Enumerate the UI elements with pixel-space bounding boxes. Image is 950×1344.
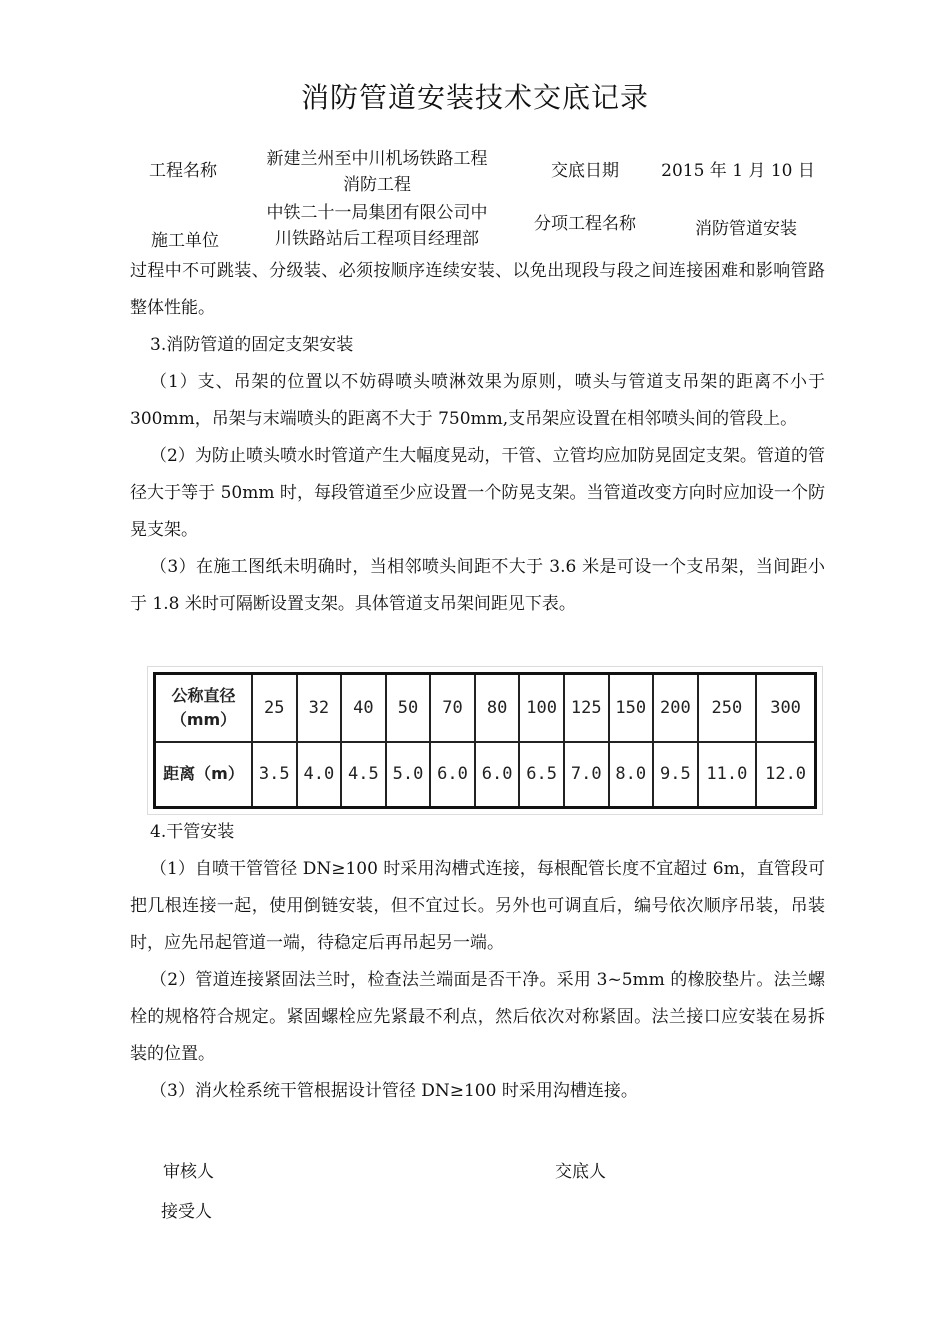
table-cell: 4.5 <box>341 742 386 808</box>
unit-value-line1: 中铁二十一局集团有限公司中 <box>266 203 488 223</box>
table-cell: 125 <box>564 674 609 742</box>
table-cell: 5.0 <box>386 742 431 808</box>
body-section-upper <box>130 253 825 623</box>
project-name-value-line2: 消防工程 <box>343 175 411 195</box>
diameter-label-line2: （mm） <box>170 709 237 729</box>
unit-label: 施工单位 <box>151 231 219 251</box>
table-cell: 300 <box>756 674 815 742</box>
paragraph-3-2: （2）为防止喷头喷水时管道产生大幅度晃动，干管、立管均应加防晃固定支架。管道的管径大于等于 50mm 时，每段管道至少应设置一个防晃支架。当管道改变方向时应加设一个防晃支架。 <box>130 446 825 540</box>
unit-value-line2: 川铁路站后工程项目经理部 <box>275 229 479 249</box>
subitem-value: 消防管道安装 <box>695 219 797 239</box>
diameter-label-line1: 公称直径 <box>171 685 236 705</box>
table-cell: 12.0 <box>756 742 815 808</box>
date-label: 交底日期 <box>551 161 619 181</box>
project-name-label: 工程名称 <box>149 161 217 181</box>
date-value: 2015 年 1 月 10 日 <box>661 161 815 181</box>
table-cell: 11.0 <box>698 742 757 808</box>
table-cell: 7.0 <box>564 742 609 808</box>
table-cell: 6.5 <box>519 742 564 808</box>
table-cell: 50 <box>386 674 431 742</box>
receiver-label: 接受人 <box>161 1202 212 1222</box>
paragraph-continuation: 过程中不可跳装、分级装、必须按顺序连续安装、以免出现段与段之间连接困难和影响管路整体性能。 <box>130 261 825 318</box>
paragraph-4-3: （3）消火栓系统干管根据设计管径 DN≥100 时采用沟槽连接。 <box>150 1081 638 1101</box>
table-cell: 150 <box>609 674 654 742</box>
table-cell: 80 <box>475 674 520 742</box>
heading-section-3: 3.消防管道的固定支架安装 <box>150 335 354 355</box>
subitem-label: 分项工程名称 <box>534 214 636 234</box>
table-cell: 3.5 <box>252 742 297 808</box>
table-row-diameter <box>155 674 816 742</box>
unit-value <box>246 200 508 252</box>
project-name-value-line1: 新建兰州至中川机场铁路工程 <box>266 149 488 169</box>
table-cell: 250 <box>698 674 757 742</box>
table-cell: 6.0 <box>430 742 475 808</box>
table-cell: 200 <box>653 674 698 742</box>
table-cell: 32 <box>297 674 342 742</box>
paragraph-3-3: （3）在施工图纸未明确时，当相邻喷头间距不大于 3.6 米是可设一个支吊架，当间距小于 1.8 米时可隔断设置支架。具体管道支吊架间距见下表。 <box>130 557 825 614</box>
spacing-table <box>153 672 817 809</box>
table-cell: 6.0 <box>475 742 520 808</box>
spacing-table-figure <box>147 666 823 815</box>
table-cell: 8.0 <box>609 742 654 808</box>
document-title: 消防管道安装技术交底记录 <box>300 81 649 114</box>
table-cell: 4.0 <box>297 742 342 808</box>
body-section-lower <box>130 814 825 1110</box>
diameter-header-cell <box>155 674 253 742</box>
paragraph-3-1: （1）支、吊架的位置以不妨碍喷头喷淋效果为原则，喷头与管道支吊架的距离不小于 300mm，吊架与末端喷头的距离不大于 750mm,支吊架应设置在相邻喷头间的管段上。 <box>130 372 825 429</box>
distance-header-cell: 距离（m） <box>155 742 253 808</box>
table-cell: 25 <box>252 674 297 742</box>
table-cell: 70 <box>430 674 475 742</box>
project-name-value <box>246 146 508 198</box>
heading-section-4: 4.干管安装 <box>150 822 235 842</box>
paragraph-4-2: （2）管道连接紧固法兰时，检查法兰端面是否干净。采用 3~5mm 的橡胶垫片。法兰螺栓的规格符合规定。紧固螺栓应先紧最不利点，然后依次对称紧固。法兰接口应安装在易拆装的位置。 <box>130 970 825 1064</box>
table-row-distance <box>155 742 816 808</box>
paragraph-4-1: （1）自喷干管管径 DN≥100 时采用沟槽式连接，每根配管长度不宜超过 6m，直管段可把几根连接一起，使用倒链安装，但不宜过长。另外也可调直后，编号依次顺序吊装，吊装时，应先吊起管道一端，待稳定后再吊起另一端。 <box>130 859 825 953</box>
table-cell: 9.5 <box>653 742 698 808</box>
table-cell: 40 <box>341 674 386 742</box>
discloser-label: 交底人 <box>555 1162 606 1182</box>
reviewer-label: 审核人 <box>163 1162 214 1182</box>
table-cell: 100 <box>519 674 564 742</box>
